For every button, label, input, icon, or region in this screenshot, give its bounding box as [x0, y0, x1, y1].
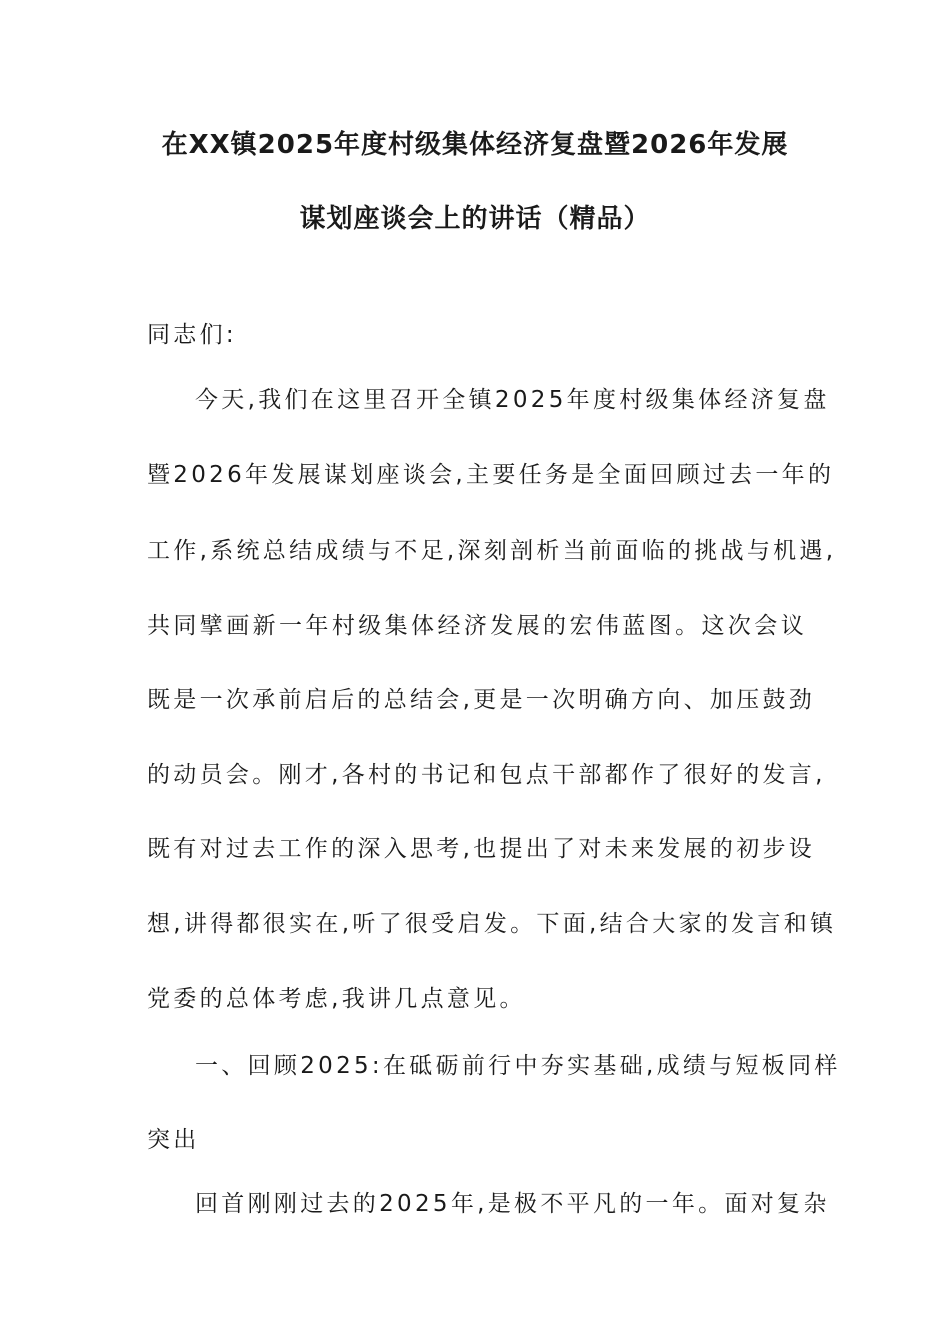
paragraph-line: 回首刚刚过去的2025年,是极不平凡的一年。面对复杂 [195, 1191, 830, 1217]
section-heading-line: 一、回顾2025:在砥砺前行中夯实基础,成绩与短板同样 [195, 1053, 841, 1079]
paragraph-line: 暨2026年发展谋划座谈会,主要任务是全面回顾过去一年的 [147, 462, 835, 488]
paragraph-line: 今天,我们在这里召开全镇2025年度村级集体经济复盘 [195, 387, 830, 413]
paragraph-line: 党委的总体考虑,我讲几点意见。 [147, 986, 526, 1012]
document-title-line-2: 谋划座谈会上的讲话（精品） [299, 204, 651, 234]
paragraph-line: 既是一次承前启后的总结会,更是一次明确方向、加压鼓劲 [147, 687, 816, 713]
paragraph-line: 工作,系统总结成绩与不足,深刻剖析当前面临的挑战与机遇, [147, 538, 837, 564]
document-title-line-1: 在XX镇2025年度村级集体经济复盘暨2026年发展 [161, 130, 789, 160]
paragraph-line: 的动员会。刚才,各村的书记和包点干部都作了很好的发言, [147, 762, 826, 788]
paragraph-line: 想,讲得都很实在,听了很受启发。下面,结合大家的发言和镇 [147, 911, 837, 937]
paragraph-line: 既有对过去工作的深入思考,也提出了对未来发展的初步设 [147, 836, 816, 862]
salutation: 同志们: [147, 322, 237, 348]
paragraph-line: 共同擘画新一年村级集体经济发展的宏伟蓝图。这次会议 [147, 613, 807, 639]
section-heading-line: 突出 [147, 1127, 200, 1153]
